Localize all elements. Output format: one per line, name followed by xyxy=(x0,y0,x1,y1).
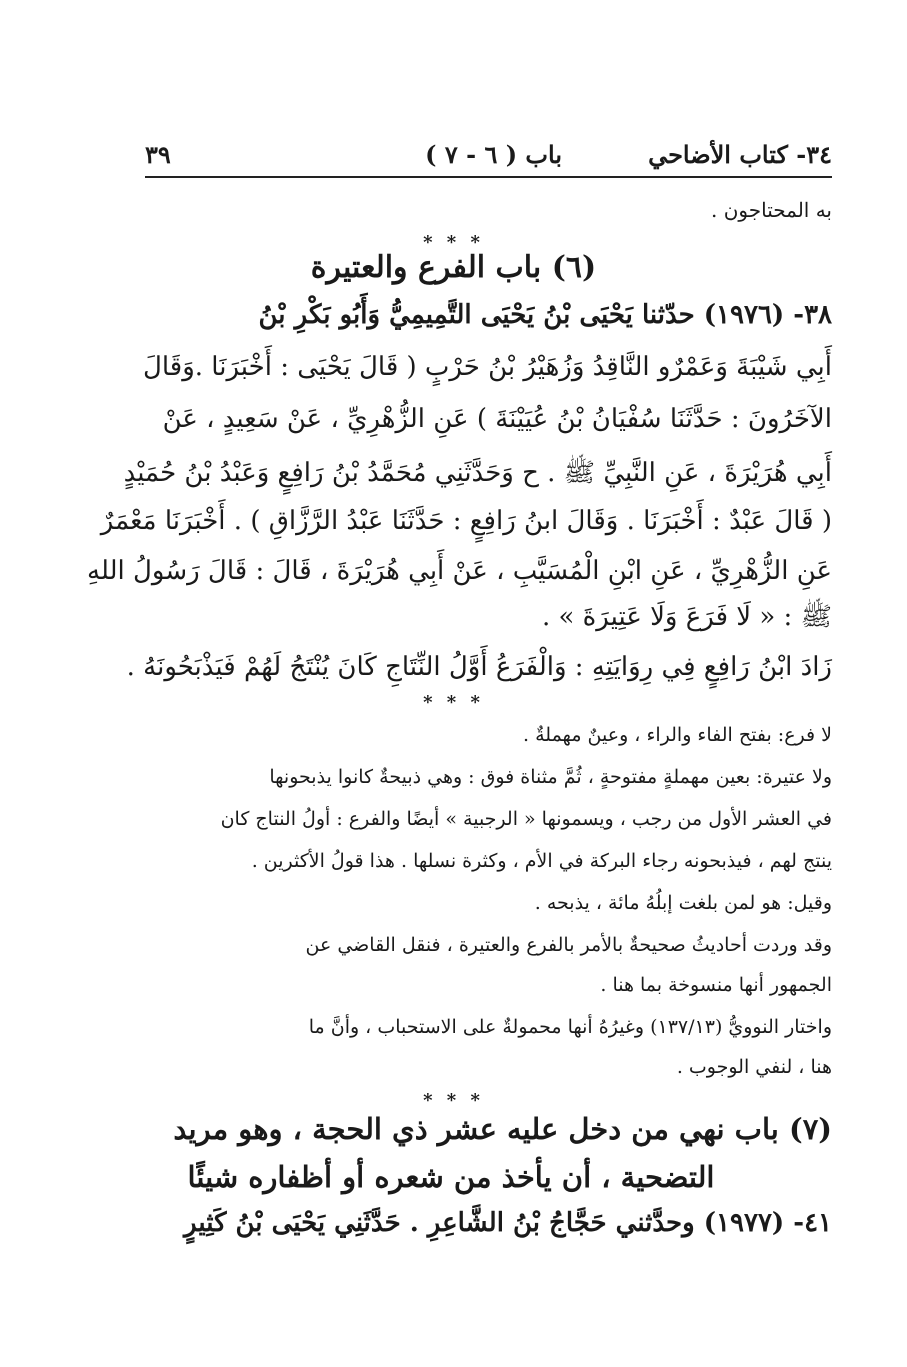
previous-text-end: به المحتاجون . xyxy=(711,198,832,222)
commentary-line: ينتج لهم ، فيذبحونه رجاء البركة في الأم ، وكثرة نسلها . هذا قولُ الأكثرين . xyxy=(251,850,832,872)
commentary-line: هنا ، لنفي الوجوب . xyxy=(676,1056,832,1078)
hadith-line: ( قَالَ عَبْدٌ : أَخْبَرَنَا . وَقَالَ ابنُ رَافِعٍ : حَدَّثَنَا عَبْدُ الرَّزَّاقِ ) . أَخْبَرَنَا مَعْمَرٌ xyxy=(100,506,832,536)
section-7-title-line: التضحية ، أن يأخذ من شعره أو أظفاره شيئًا xyxy=(187,1160,715,1194)
separator-stars: * * * xyxy=(423,692,484,713)
commentary-line: واختار النوويُّ (١٣٧/١٣) وغيرُهُ أنها محمولةٌ على الاستحباب ، وأنَّ ما xyxy=(308,1016,832,1038)
section-7-title-line: (٧) باب نهي من دخل عليه عشر ذي الحجة ، وهو مريد xyxy=(173,1112,832,1146)
hadith-line: أَبِي شَيْبَةَ وَعَمْرٌو النَّاقِدُ وَزُهَيْرُ بْنُ حَرْبٍ ( قَالَ يَحْيَى : أَخْبَرَنَا .وَقَالَ xyxy=(142,352,832,382)
separator-stars: * * * xyxy=(423,232,484,253)
commentary-line: في العشر الأول من رجب ، ويسمونها « الرجبية » أيضًا والفرع : أولُ النتاج كان xyxy=(220,808,832,830)
hadith-line: عَنِ الزُّهْرِيِّ ، عَنِ ابْنِ الْمُسَيَّبِ ، عَنْ أَبِي هُرَيْرَةَ ، قَالَ : قَالَ رَسُولُ اللهِ xyxy=(87,556,832,586)
hadith-line: أَبِي هُرَيْرَةَ ، عَنِ النَّبِيِّ ﷺ . ح وَحَدَّثَنِي مُحَمَّدُ بْنُ رَافِعٍ وَعَبْدُ بْنُ حُمَيْدٍ xyxy=(123,458,832,488)
commentary-line: ولا عتيرة: بعين مهملةٍ مفتوحةٍ ، ثُمَّ مثناة فوق : وهي ذبيحةٌ كانوا يذبحونها xyxy=(269,766,832,788)
hadith-line: ﷺ : « لَا فَرَعَ وَلَا عَتِيرَةَ » . xyxy=(541,602,832,632)
section-6-title: (٦) باب الفرع والعتيرة xyxy=(310,250,597,285)
page-header xyxy=(145,140,832,178)
book-title: ٣٤- كتاب الأضاحي xyxy=(648,140,832,169)
hadith-41-line: ٤١- (١٩٧٧) وحدَّثني حَجَّاجُ بْنُ الشَّاعِرِ . حَدَّثَنِي يَحْيَى بْنُ كَثِيرٍ xyxy=(184,1208,832,1238)
hadith-line: الآخَرُونَ : حَدَّثَنَا سُفْيَانُ بْنُ عُيَيْنَةَ ) عَنِ الزُّهْرِيِّ ، عَنْ سَعِيدٍ ، عَنْ xyxy=(162,404,832,434)
commentary-line: وقد وردت أحاديثُ صحيحةٌ بالأمر بالفرع والعتيرة ، فنقل القاضي عن xyxy=(305,934,832,956)
hadith-addition-line: زَادَ ابْنُ رَافِعٍ فِي رِوَايَتِهِ : وَالْفَرَعُ أَوَّلُ النِّتَاجِ كَانَ يُنْتَجُ لَهُمْ فَيَذْبَحُونَهُ . xyxy=(126,652,832,682)
commentary-line: وقيل: هو لمن بلغت إبلُهُ مائة ، يذبحه . xyxy=(534,892,832,914)
chapter-range: باب ( ٦ - ٧ ) xyxy=(425,140,562,169)
commentary-line: الجمهور أنها منسوخة بما هنا . xyxy=(600,974,832,996)
page-number: ٣٩ xyxy=(145,140,171,169)
hadith-line: ٣٨- (١٩٧٦) حدّثنا يَحْيَى بْنُ يَحْيَى التَّمِيمِيُّ وَأَبُو بَكْرِ بْنُ xyxy=(258,300,832,330)
commentary-line: لا فرع: بفتح الفاء والراء ، وعينٌ مهملةٌ . xyxy=(523,724,832,746)
separator-stars: * * * xyxy=(423,1090,484,1111)
